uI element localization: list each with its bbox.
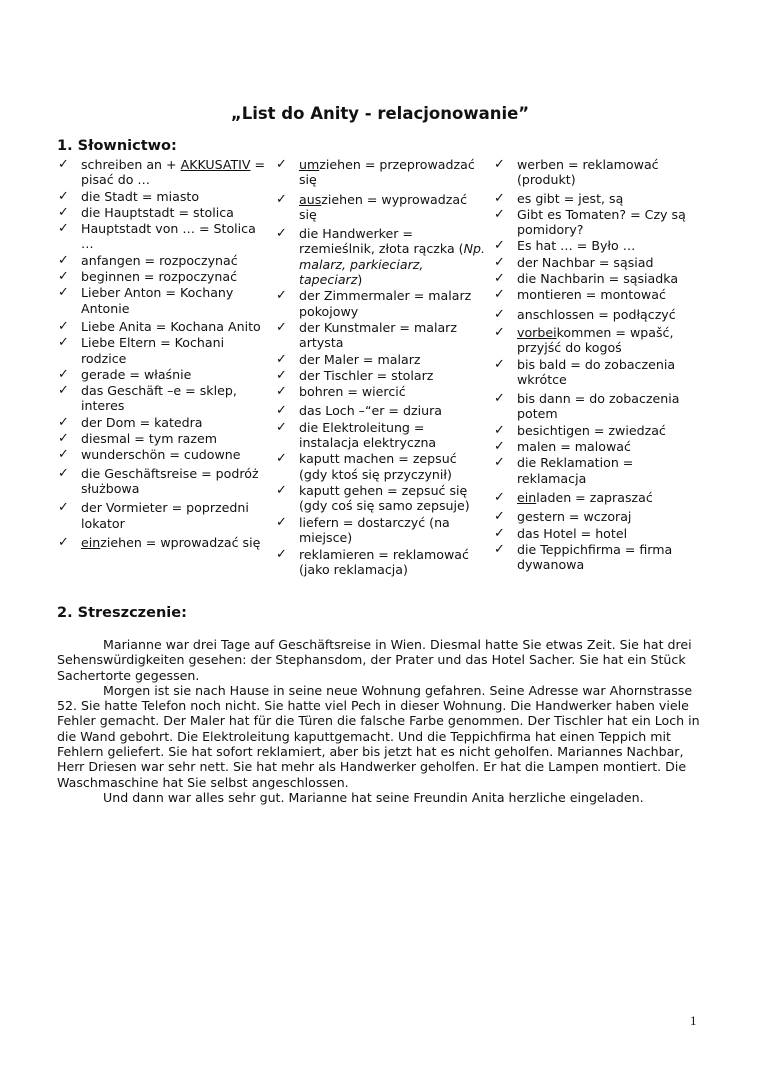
check-icon: ✓: [58, 285, 69, 301]
check-icon: ✓: [494, 324, 505, 340]
vocab-item: ✓ der Zimmermaler = malarz pokojowy: [276, 288, 472, 319]
vocab-item: ✓ vorbeikommen = wpašć, przyjść do kogoś: [494, 324, 674, 356]
check-icon: ✓: [276, 226, 287, 242]
check-icon: ✓: [276, 319, 287, 335]
vocab-item: ✓ das Geschäft –e = sklep, interes: [58, 383, 237, 414]
check-icon: ✓: [276, 288, 287, 304]
check-icon: ✓: [494, 306, 505, 322]
check-icon: ✓: [58, 221, 69, 237]
vocab-item: ✓ der Tischler = stolarz: [276, 367, 434, 383]
check-icon: ✓: [494, 356, 505, 372]
vocab-item: ✓ montieren = montować: [494, 287, 666, 303]
vocab-item: ✓ ausziehen = wyprowadzać się: [276, 191, 468, 222]
check-icon: ✓: [494, 439, 505, 455]
check-icon: ✓: [494, 206, 505, 222]
check-icon: ✓: [58, 431, 69, 447]
check-icon: ✓: [58, 188, 69, 204]
check-icon: ✓: [276, 482, 287, 498]
vocab-item: ✓ Lieber Anton = Kochany Antonie: [58, 285, 234, 316]
check-icon: ✓: [58, 157, 69, 172]
check-icon: ✓: [494, 157, 505, 172]
check-icon: ✓: [276, 384, 287, 400]
section-heading-vocabulary: 1. Słownictwo:: [57, 138, 177, 154]
vocab-item: ✓ Es hat … = Było …: [494, 238, 636, 254]
vocab-item: ✓ die Teppichfirma = firma dywanowa: [494, 541, 673, 573]
check-icon: ✓: [494, 190, 505, 206]
vocab-item: ✓ die Hauptstadt = stolica: [58, 204, 234, 220]
check-icon: ✓: [494, 422, 505, 438]
check-icon: ✓: [276, 547, 287, 563]
vocab-item: ✓ Hauptstadt von … = Stolica …: [58, 221, 256, 252]
check-icon: ✓: [58, 534, 69, 550]
vocab-item: ✓ die Stadt = miasto: [58, 188, 200, 204]
vocab-item: ✓ wunderschön = cudowne: [58, 447, 241, 463]
vocab-column-3: [494, 157, 704, 572]
vocab-item: ✓ die Nachbarin = sąsiadka: [494, 271, 679, 287]
vocab-item: ✓ bis dann = do zobaczenia potem: [494, 391, 680, 422]
check-icon: ✓: [58, 204, 69, 220]
vocab-item: ✓ umziehen = przeprowadzać się: [276, 157, 475, 188]
summary-paragraph: Morgen ist sie nach Hause in seine neue Wohnung gefahren. Seine Adresse war Ahornstrasse 52. Sie hatte Telefon noch nicht. Sie hatte viel Pech in dieser Wohnung. Die Handwerker haben viele Fehler gemacht. Der Maler hat für die Türen die falsche Farbe genommen. Der Tischler hat ein Loch in die Wand gebohrt. Die Elektroleitung kaputtgemacht. Und die Teppichfirma hat einen Teppich mit Fehlern geliefert. Sie hat sofort reklamiert, aber bis jetzt hat es nicht geholfen. Mariannes Nachbar, Herr Driesen war sehr nett. Sie hat mehr als Handwerker geholfen. Er hat die Lampen montiert. Die Waschmaschine hat Sie selbst angeschlossen.: [57, 682, 700, 790]
vocab-item: ✓ schreiben an + AKKUSATIV = pisać do …: [58, 157, 266, 188]
check-icon: ✓: [58, 366, 69, 382]
vocab-item: ✓ liefern = dostarczyć (na miejsce): [276, 514, 450, 545]
vocab-item: ✓ der Nachbar = sąsiad: [494, 254, 654, 270]
check-icon: ✓: [276, 157, 287, 172]
check-icon: ✓: [276, 419, 287, 435]
check-icon: ✓: [494, 287, 505, 303]
check-icon: ✓: [494, 509, 505, 525]
vocab-item: ✓ malen = malować: [494, 439, 631, 455]
vocab-item: ✓ der Vormieter = poprzedni lokator: [58, 500, 249, 531]
vocab-item: ✓ Liebe Eltern = Kochani rodzice: [58, 335, 225, 366]
vocab-column-1: [58, 157, 268, 550]
vocab-item: ✓ die Elektroleitung = instalacja elektryczna: [276, 419, 437, 451]
vocab-item: ✓ bis bald = do zobaczenia wkrótce: [494, 356, 676, 387]
check-icon: ✓: [494, 238, 505, 254]
summary-text: [57, 637, 705, 805]
vocab-item: ✓ einladen = zapraszać: [494, 489, 653, 505]
vocab-item: ✓ anfangen = rozpoczynać: [58, 252, 238, 268]
vocab-item: ✓ bohren = wiercić: [276, 384, 406, 400]
check-icon: ✓: [494, 525, 505, 541]
document-title: „List do Anity - relacjonowanie”: [230, 104, 530, 123]
vocab-item: ✓ kaputt machen = zepsuć (gdy ktoś się przyczynił): [276, 451, 457, 482]
vocab-item: ✓ diesmal = tym razem: [58, 431, 218, 447]
check-icon: ✓: [58, 414, 69, 430]
vocab-item: ✓ beginnen = rozpoczynać: [58, 269, 238, 285]
vocab-item: ✓ Gibt es Tomaten? = Czy są pomidory?: [494, 206, 686, 238]
check-icon: ✓: [494, 489, 505, 505]
check-icon: ✓: [494, 541, 505, 557]
summary-paragraph: Und dann war alles sehr gut. Marianne hat seine Freundin Anita herzliche eingeladen.: [103, 789, 644, 805]
check-icon: ✓: [494, 455, 505, 471]
check-icon: ✓: [58, 269, 69, 285]
check-icon: ✓: [58, 500, 69, 516]
vocab-item: ✓ werben = reklamować (produkt): [494, 157, 659, 188]
page-number: 1: [690, 1013, 697, 1028]
vocab-column-2: [276, 157, 486, 578]
check-icon: ✓: [58, 447, 69, 463]
section-heading-summary: 2. Streszczenie:: [57, 605, 187, 621]
check-icon: ✓: [58, 318, 69, 334]
vocab-item: ✓ besichtigen = zwiedzać: [494, 422, 666, 438]
check-icon: ✓: [58, 383, 69, 399]
vocab-item: ✓ die Handwerker = rzemieślnik, złota rączka (Np. malarz, parkieciarz, tapeciarz): [276, 226, 486, 288]
check-icon: ✓: [276, 514, 287, 530]
vocab-item: ✓ reklamieren = reklamować (jako reklamacja): [276, 547, 469, 578]
vocab-item: ✓ kaputt gehen = zepsuć się (gdy coś się samo zepsuje): [276, 482, 470, 514]
vocab-item: ✓ Liebe Anita = Kochana Anito: [58, 318, 261, 334]
check-icon: ✓: [276, 451, 287, 467]
vocab-item: ✓ gestern = wczoraj: [494, 509, 632, 525]
check-icon: ✓: [276, 403, 287, 419]
vocab-item: ✓ einziehen = wprowadzać się: [58, 534, 261, 550]
vocab-item: ✓ es gibt = jest, są: [494, 190, 624, 206]
check-icon: ✓: [276, 367, 287, 383]
vocab-item: ✓ der Kunstmaler = malarz artysta: [276, 319, 457, 351]
check-icon: ✓: [58, 252, 69, 268]
summary-paragraph: Marianne war drei Tage auf Geschäftsreise in Wien. Diesmal hatte Sie etwas Zeit. Sie hat drei Sehenswürdigkeiten gesehen: der Stephansdom, der Prater und das Hotel Sacher. Sie hat ein Stück Sachertorte gegessen.: [57, 637, 692, 683]
check-icon: ✓: [276, 351, 287, 367]
vocab-item: ✓ anschlossen = podłączyć: [494, 306, 676, 322]
check-icon: ✓: [494, 391, 505, 407]
vocab-item: ✓ das Hotel = hotel: [494, 525, 628, 541]
check-icon: ✓: [58, 335, 69, 351]
check-icon: ✓: [276, 191, 287, 207]
check-icon: ✓: [494, 271, 505, 287]
check-icon: ✓: [58, 465, 69, 481]
vocab-item: ✓ die Reklamation = reklamacja: [494, 455, 634, 486]
vocab-item: ✓ gerade = właśnie: [58, 366, 192, 382]
vocab-item: ✓ das Loch –“er = dziura: [276, 403, 442, 419]
vocab-item: ✓ der Maler = malarz: [276, 351, 421, 367]
vocab-item: ✓ die Geschäftsreise = podróż służbowa: [58, 465, 259, 496]
check-icon: ✓: [494, 254, 505, 270]
vocab-item: ✓ der Dom = katedra: [58, 414, 203, 430]
